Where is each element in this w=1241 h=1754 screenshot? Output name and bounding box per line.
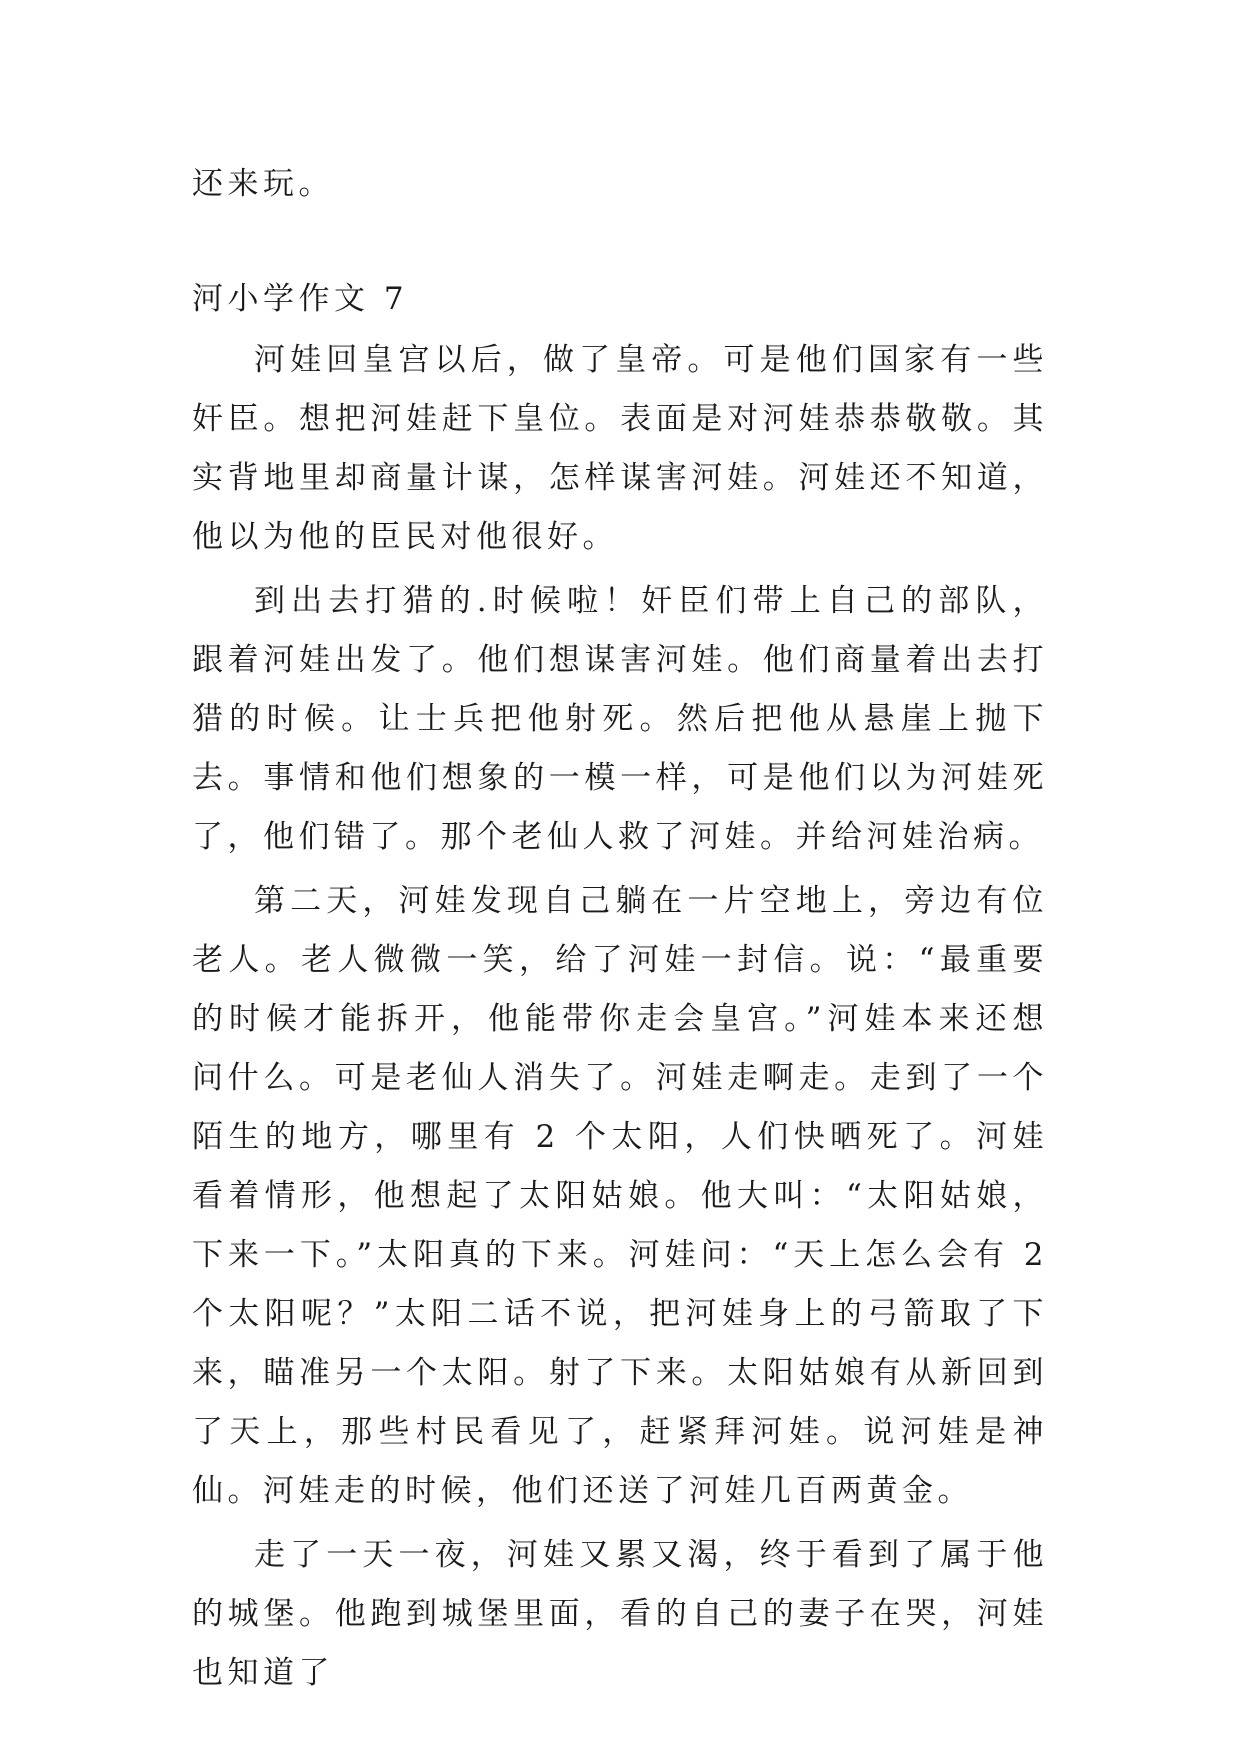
lead-text: 还来玩。 [192, 166, 334, 202]
paragraph: 河娃回皇宫以后，做了皇帝。可是他们国家有一些奸臣。想把河娃赶下皇位。表面是对河娃恭恭敬敬。其实背地里却商量计谋，怎样谋害河娃。河娃还不知道，他以为他的臣民对他很好。 [192, 342, 1048, 555]
paragraph: 走了一天一夜，河娃又累又渴，终于看到了属于他的城堡。他跑到城堡里面，看的自己的妻子在哭，河娃也知道了 [192, 1537, 1048, 1691]
section-title: 河小学作文 7 [192, 281, 409, 317]
paragraph: 到出去打猎的.时候啦！奸臣们带上自己的部队，跟着河娃出发了。他们想谋害河娃。他们商量着出去打猎的时候。让士兵把他射死。然后把他从悬崖上抛下去。事情和他们想象的一模一样，可是他们以为河娃死了，他们错了。那个老仙人救了河娃。并给河娃治病。 [192, 583, 1048, 855]
paragraph: 第二天，河娃发现自己躺在一片空地上，旁边有位老人。老人微微一笑，给了河娃一封信。说：“最重要的时候才能拆开，他能带你走会皇宫。”河娃本来还想问什么。可是老仙人消失了。河娃走啊走。走到了一个陌生的地方，哪里有 2 个太阳，人们快晒死了。河娃看着情形，他想起了太阳姑娘。他大叫：“太阳姑娘，下来一下。”太阳真的下来。河娃问：“天上怎么会有 2 个太阳呢？”太阳二话不说，把河娃身上的弓箭取了下来，瞄准另一个太阳。射了下来。太阳姑娘有从新回到了天上，那些村民看见了，赶紧拜河娃。说河娃是神仙。河娃走的时候，他们还送了河娃几百两黄金。 [192, 883, 1048, 1509]
body-text [192, 331, 1048, 1708]
